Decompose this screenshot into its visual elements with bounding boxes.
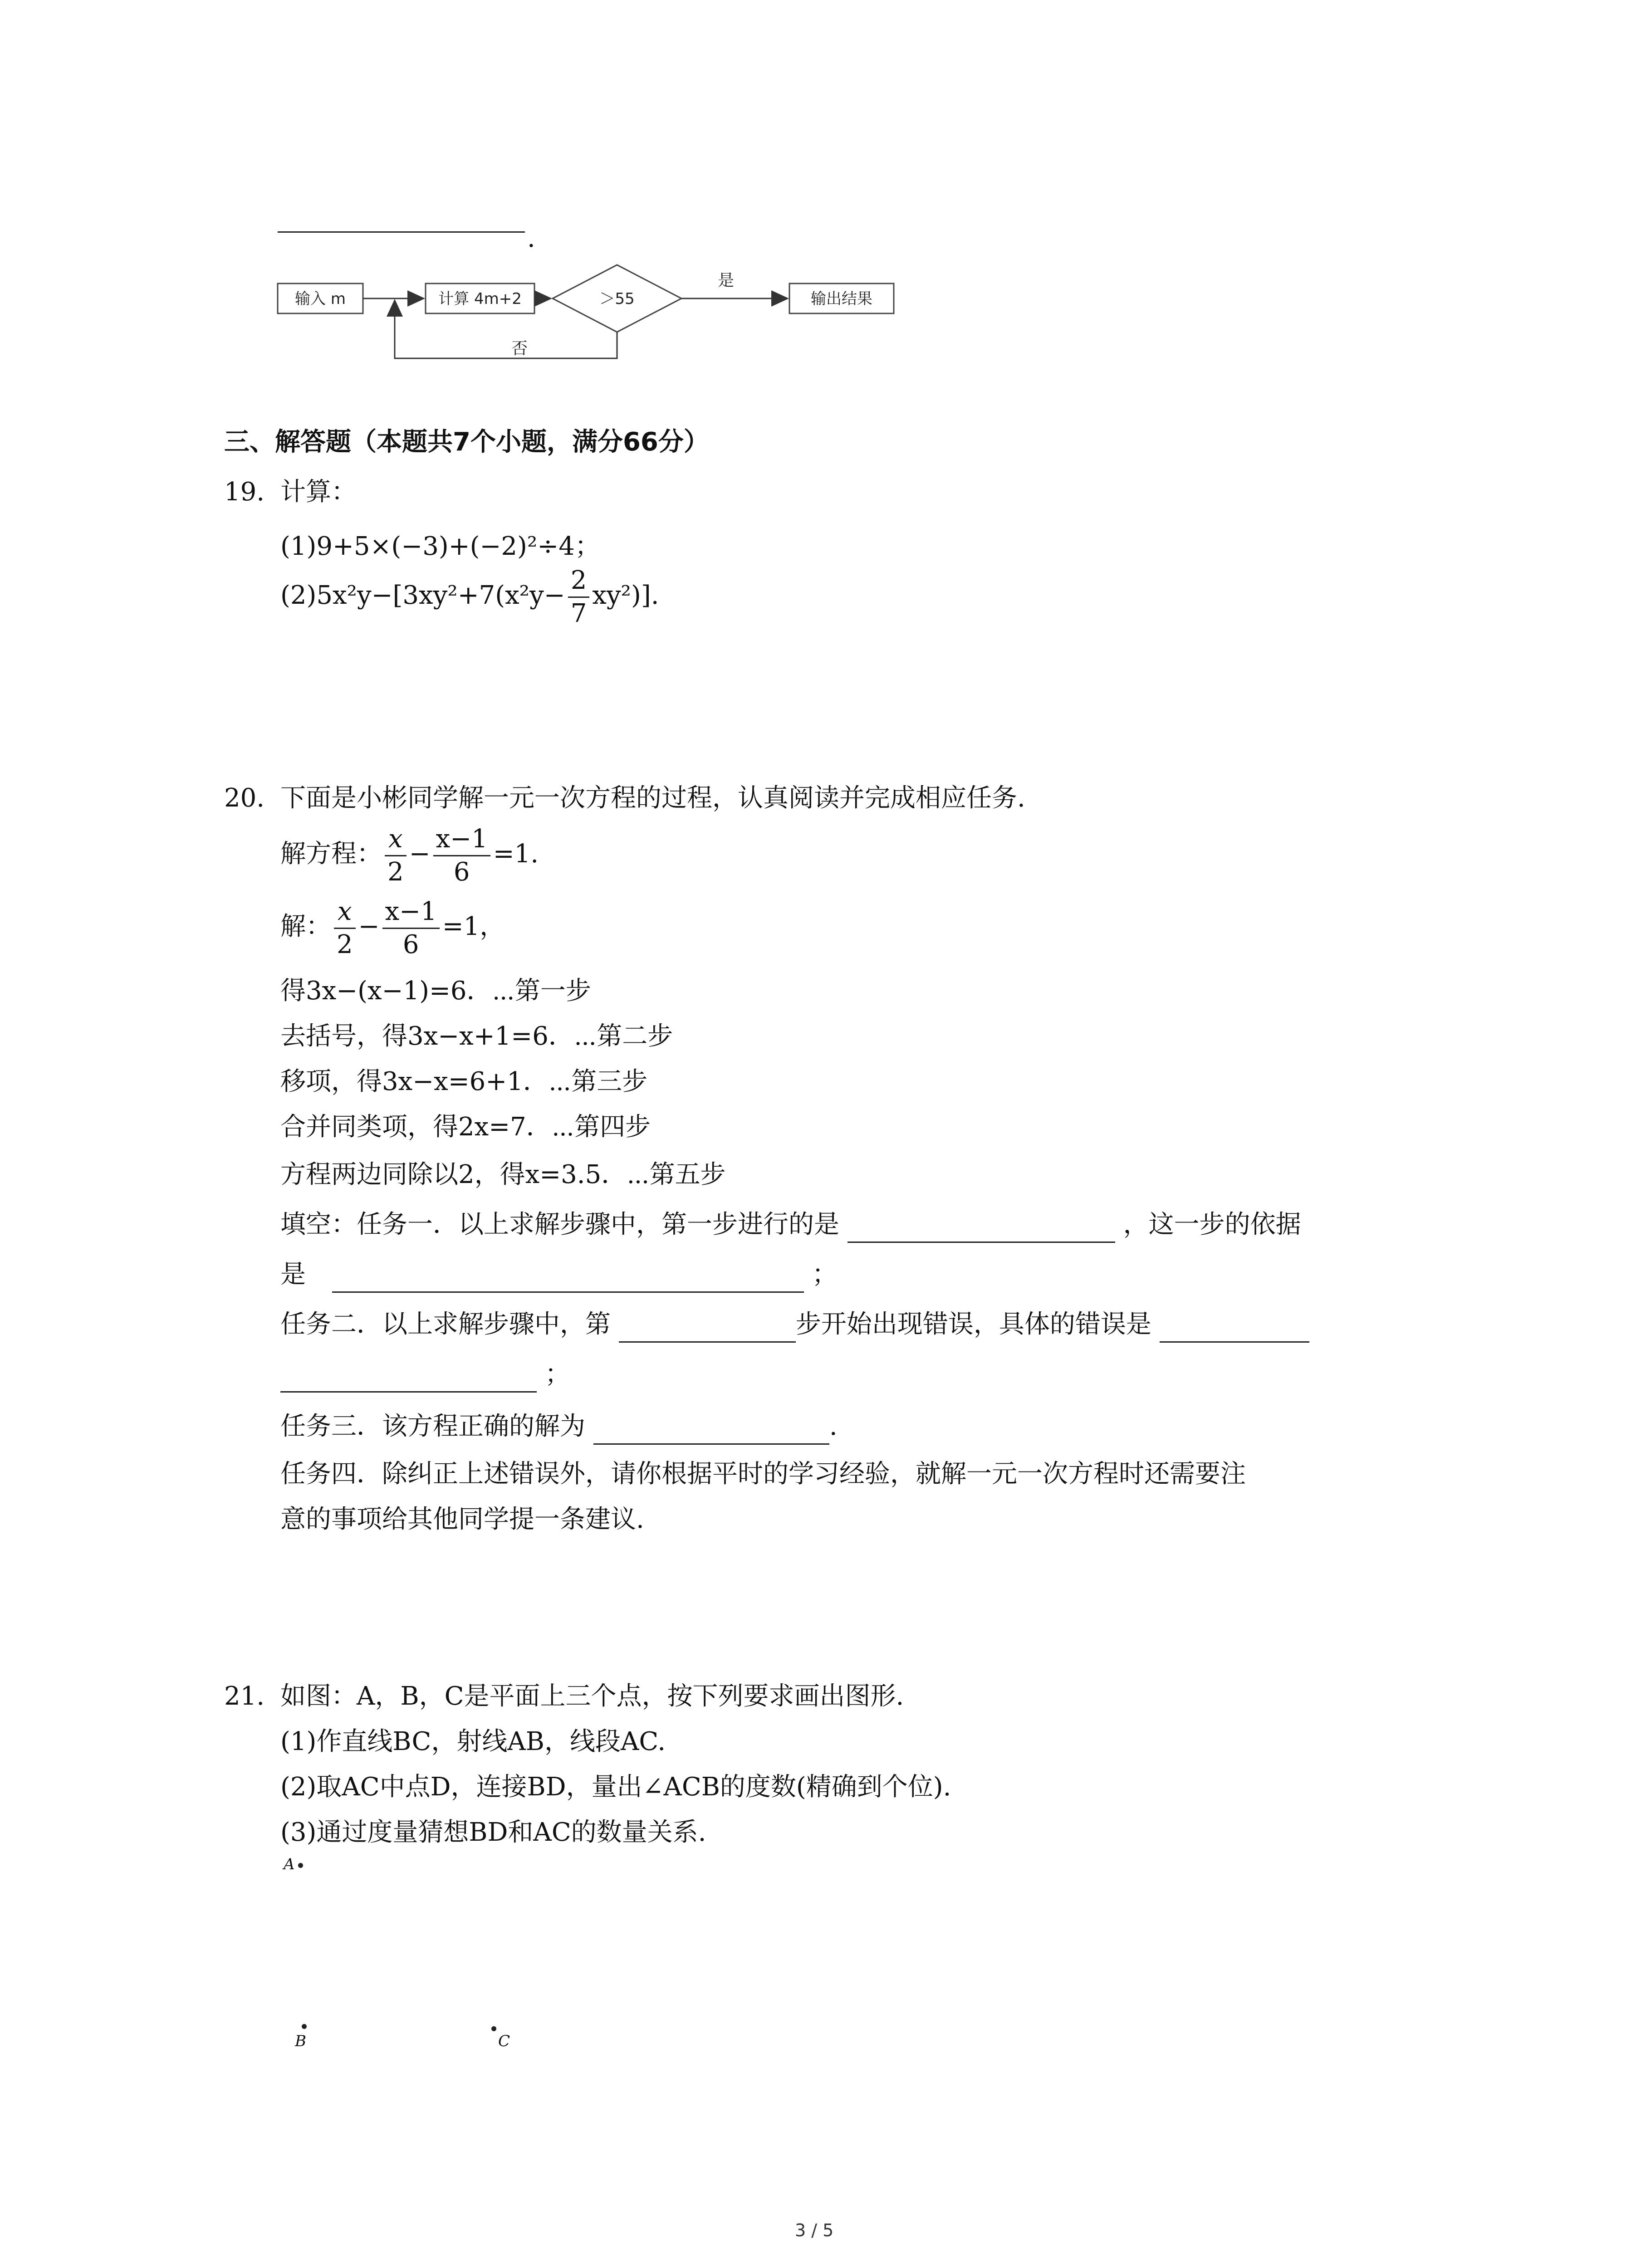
task2-error-blank[interactable] xyxy=(1160,1318,1309,1343)
q19-part2-suffix: xy²)]. xyxy=(592,581,659,610)
task2-text-c: ； xyxy=(544,1359,570,1389)
q20-intro: 下面是小彬同学解一元一次方程的过程，认真阅读并完成相应任务. xyxy=(280,783,1025,813)
task1-step-blank[interactable] xyxy=(847,1218,1115,1243)
q20-eq-rhs: =1. xyxy=(493,839,539,869)
frac-den: 2 xyxy=(387,857,404,887)
task1-text-d: ； xyxy=(812,1260,838,1289)
q20-step4: 合并同类项，得2x=7．⋯第四步 xyxy=(280,1112,651,1142)
task1-text: 填空：任务一．以上求解步骤中，第一步进行的是 xyxy=(280,1210,839,1239)
q20-equation xyxy=(280,823,539,888)
q21-part1: (1)作直线BC，射线AB，线段AC. xyxy=(280,1727,666,1756)
frac-num: x−1 xyxy=(382,896,440,929)
q21-part2: (2)取AC中点D，连接BD，量出∠ACB的度数(精确到个位). xyxy=(280,1772,951,1802)
q19-frac-num: 2 xyxy=(568,565,590,598)
q20-solution-start xyxy=(280,896,505,961)
task2-error-blank-cont[interactable] xyxy=(280,1368,537,1393)
frac-num: x−1 xyxy=(433,823,490,856)
q19-part2 xyxy=(280,565,659,630)
task3-text: 任务三．该方程正确的解为 xyxy=(280,1412,585,1441)
q19-intro: 计算： xyxy=(280,477,357,507)
q20-task1-line1 xyxy=(280,1207,1301,1243)
q20-eq-label: 解方程： xyxy=(280,839,382,869)
q20-eq-frac1 xyxy=(385,823,407,888)
compute-box xyxy=(426,284,534,313)
section-title: 三、解答题（本题共7个小题，满分66分） xyxy=(224,427,709,457)
q20-sol-frac2 xyxy=(382,896,440,961)
condition-label: ＞55 xyxy=(599,290,635,308)
q20-sol-label: 解： xyxy=(280,912,331,941)
q20-step3: 移项，得3x−x=6+1．⋯第三步 xyxy=(280,1067,648,1096)
q20-task4-line1: 任务四．除纠正上述错误外，请你根据平时的学习经验，就解一元一次方程时还需要注 xyxy=(280,1459,1246,1489)
point-c xyxy=(491,2026,496,2031)
input-label: 输入 m xyxy=(295,290,346,308)
input-box xyxy=(278,284,363,313)
yes-label: 是 xyxy=(717,271,735,290)
q19-part1: (1)9+5×(−3)+(−2)²÷4； xyxy=(280,532,600,561)
q20-task1-line2 xyxy=(280,1256,838,1293)
no-label: 否 xyxy=(511,339,528,358)
frac-num: x xyxy=(334,896,356,929)
q20-step2: 去括号，得3x−x+1=6．⋯第二步 xyxy=(280,1022,673,1051)
flowchart xyxy=(272,263,907,372)
q20-sol-frac1 xyxy=(334,896,356,961)
task2-text-b: 步开始出现错误，具体的错误是 xyxy=(795,1310,1151,1339)
compute-label: 计算 4m+2 xyxy=(438,290,522,308)
page-number: 3 / 5 xyxy=(795,2220,834,2240)
q20-task2-line2 xyxy=(280,1356,570,1393)
point-a xyxy=(298,1863,303,1868)
point-a-label: A xyxy=(284,1855,295,1873)
q20-step1: 得3x−(x−1)=6．⋯第一步 xyxy=(280,976,591,1006)
point-c-label: C xyxy=(498,2032,510,2050)
q19-fraction xyxy=(568,565,590,630)
task1-basis-blank[interactable] xyxy=(332,1268,804,1293)
point-b-label: B xyxy=(295,2032,306,2050)
q20-task4-line2: 意的事项给其他同学提一条建议. xyxy=(280,1505,644,1534)
output-box xyxy=(789,284,894,313)
q19-part2-prefix: (2)5x²y−[3xy²+7(x²y− xyxy=(280,581,565,610)
q19-frac-den: 7 xyxy=(570,599,587,628)
frac-num: x xyxy=(385,823,407,856)
q20-step5: 方程两边同除以2，得x=3.5．⋯第五步 xyxy=(280,1160,726,1189)
output-label: 输出结果 xyxy=(811,290,872,308)
q20-eq-frac2 xyxy=(433,823,490,888)
q21-part3: (3)通过度量猜想BD和AC的数量关系. xyxy=(280,1818,706,1847)
frac-den: 2 xyxy=(337,930,353,959)
q20-sol-rhs: =1， xyxy=(442,912,505,941)
previous-answer-blank[interactable] xyxy=(278,231,525,233)
frac-den: 6 xyxy=(402,930,419,959)
task3-answer-blank[interactable] xyxy=(593,1420,829,1445)
task1-text-c: 是 xyxy=(280,1260,306,1289)
task2-step-blank[interactable] xyxy=(619,1318,796,1343)
q20-sol-minus: − xyxy=(358,912,380,941)
q21-intro: 如图：A，B，C是平面上三个点，按下列要求画出图形. xyxy=(280,1681,904,1711)
q20-eq-minus: − xyxy=(409,839,431,869)
q20-task3 xyxy=(280,1408,838,1445)
task1-text-b: ，这一步的依据 xyxy=(1123,1210,1301,1239)
task2-text: 任务二．以上求解步骤中，第 xyxy=(280,1310,611,1339)
frac-den: 6 xyxy=(453,857,470,887)
point-b xyxy=(302,2024,307,2029)
q19-number: 19. xyxy=(224,477,265,507)
q20-number: 20. xyxy=(224,783,265,813)
condition-diamond xyxy=(553,265,681,332)
q20-task2-line1 xyxy=(280,1306,1309,1343)
q21-number: 21. xyxy=(224,1681,265,1711)
previous-answer-end: . xyxy=(527,224,535,253)
task3-end: . xyxy=(829,1412,838,1441)
